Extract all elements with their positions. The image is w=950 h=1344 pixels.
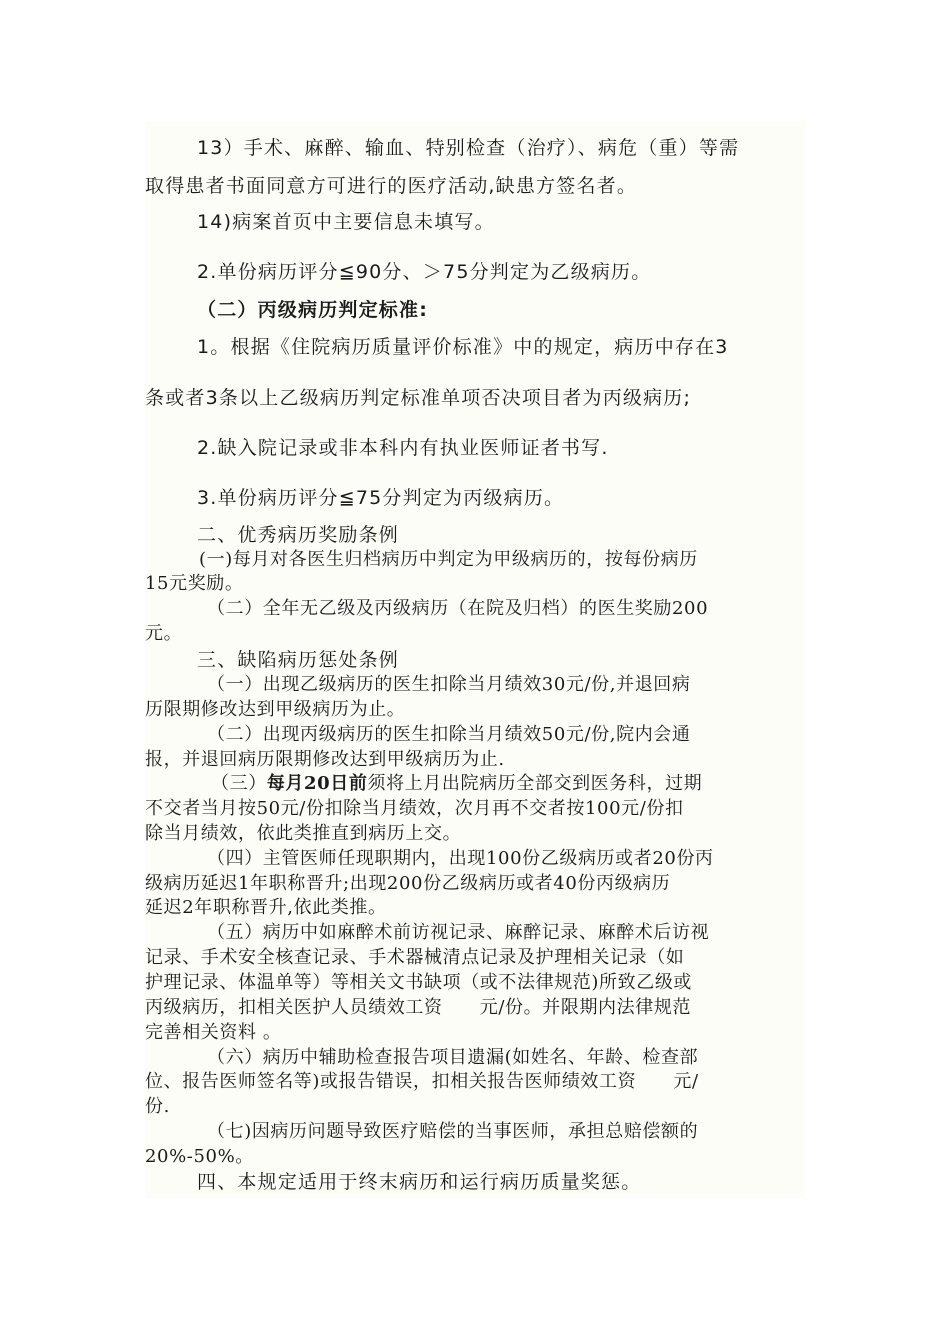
text-line: （四）主管医师任现职期内，出现100份乙级病历或者20份丙 <box>207 848 714 869</box>
text-line <box>211 775 702 793</box>
text-segment: 须将上月出院病历全部交到医务科，过期 <box>367 773 703 794</box>
text-line: （二）出现丙级病历的医生扣除当月绩效50元/份,院内会通 <box>207 724 691 745</box>
text-line: 丙级病历，扣相关医护人员绩效工资 元/份。并限期内法律规范 <box>145 997 692 1018</box>
section-heading: 三、缺陷病历惩处条例 <box>197 649 400 671</box>
text-line: 位、报告医师签名等)或报告错误，扣相关报告医师绩效工资 元/ <box>145 1071 699 1092</box>
text-line: （一）出现乙级病历的医生扣除当月绩效30元/份,并退回病 <box>207 674 691 695</box>
text-line: 延迟2年职称晋升,依此类推。 <box>145 897 387 918</box>
text-line: 历限期修改达到甲级病历为止。 <box>145 699 406 720</box>
text-line: （五）病历中如麻醉术前访视记录、麻醉记录、麻醉术后访视 <box>207 922 710 943</box>
text-line: 条或者3条以上乙级病历判定标准单项否决项目者为丙级病历; <box>145 387 692 409</box>
text-line: 元。 <box>145 623 183 644</box>
text-line: 15元奖励。 <box>145 573 244 594</box>
text-line: （七)因病历问题导致医疗赔偿的当事医师，承担总赔偿额的 <box>207 1121 699 1142</box>
text-line: 14)病案首页中主要信息未填写。 <box>197 211 495 233</box>
section-heading: （二）丙级病历判定标准: <box>197 299 428 321</box>
text-line: 13）手术、麻醉、输血、特别检查（治疗）、病危（重）等需 <box>197 137 740 159</box>
text-line: 除当月绩效，依此类推直到病历上交。 <box>145 823 462 844</box>
text-line: 护理记录、体温单等）等相关文书缺项（或不法律规范)所致乙级或 <box>145 972 693 993</box>
text-line: (一)每月对各医生归档病历中判定为甲级病历的，按每份病历 <box>199 549 698 570</box>
text-line: 取得患者书面同意方可进行的医疗活动,缺患方签名者。 <box>145 175 638 197</box>
text-line: 2.缺入院记录或非本科内有执业医师证者书写. <box>197 437 609 459</box>
text-line: 完善相关资料 。 <box>145 1022 282 1043</box>
text-line: 20%-50%。 <box>145 1146 254 1167</box>
text-line: （二）全年无乙级及丙级病历（在院及归档）的医生奖励200 <box>207 598 709 619</box>
text-line: 记录、手术安全核查记录、手术器械清点记录及护理相关记录（如 <box>145 947 685 968</box>
bold-emphasis: 每月20日前 <box>266 773 368 794</box>
text-line: 份. <box>145 1096 170 1117</box>
text-line: （六）病历中辅助检查报告项目遗漏(如姓名、年龄、检查部 <box>207 1047 699 1068</box>
text-line: 3.单份病历评分≦75分判定为丙级病历。 <box>197 487 565 509</box>
text-line: 2.单份病历评分≦90分、＞75分判定为乙级病历。 <box>197 261 652 283</box>
section-heading: 四、本规定适用于终末病历和运行病历质量奖惩。 <box>197 1171 642 1193</box>
text-line: 1。根据《住院病历质量评价标准》中的规定，病历中存在3 <box>197 336 729 358</box>
text-segment: （三） <box>211 773 267 794</box>
text-line: 级病历延迟1年职称晋升;出现200份乙级病历或者40份丙级病历 <box>145 873 671 894</box>
section-heading: 二、优秀病历奖励条例 <box>197 524 400 546</box>
text-line: 不交者当月按50元/份扣除当月绩效，次月再不交者按100元/份扣 <box>145 798 684 819</box>
text-line: 报，并退回病历限期修改达到甲级病历为止. <box>145 749 505 770</box>
